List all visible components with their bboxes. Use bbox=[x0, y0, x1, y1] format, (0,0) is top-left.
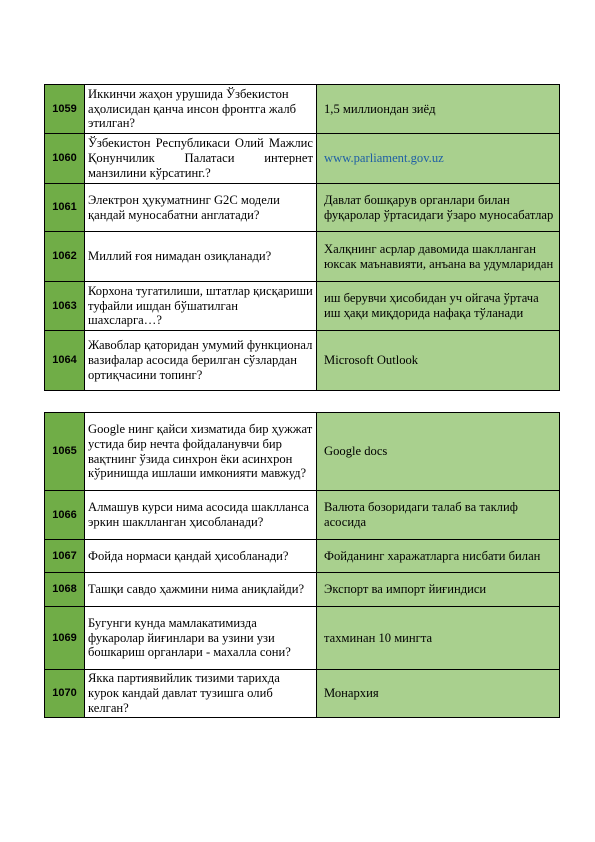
answer-link[interactable]: www.parliament.gov.uz bbox=[317, 134, 560, 184]
table-row bbox=[45, 85, 560, 134]
question-number: 1063 bbox=[45, 282, 85, 331]
answer-text: тахминан 10 мингта bbox=[317, 607, 560, 670]
table-row bbox=[45, 331, 560, 391]
answer-text: Халқнинг асрлар давомида шаклланган юксак маънавияти, анъана ва удумларидан bbox=[317, 232, 560, 282]
answer-text: Фойданинг харажатларга нисбати билан bbox=[317, 540, 560, 573]
question-text: Жавоблар қаторидан умумий функционал вазифалар асосида берилган сўзлардан ортиқчасини топинг? bbox=[85, 331, 317, 391]
table-row bbox=[45, 540, 560, 573]
table-row bbox=[45, 607, 560, 670]
answer-text: Microsoft Outlook bbox=[317, 331, 560, 391]
question-number: 1061 bbox=[45, 184, 85, 232]
answer-text: Монархия bbox=[317, 670, 560, 718]
table-row bbox=[45, 184, 560, 232]
question-text: Бугунги кунда мамлакатимизда фукаролар йиғинлари ва узини узи бошкариш органлари - махалла сони? bbox=[85, 607, 317, 670]
question-text: Якка партиявийлик тизими тарихда курок кандай давлат тузишга олиб келган? bbox=[85, 670, 317, 718]
question-number: 1060 bbox=[45, 134, 85, 184]
question-text: Корхона тугатилиши, штатлар қисқариши туфайли ишдан бўшатилган шахсларга…? bbox=[85, 282, 317, 331]
qa-table-2 bbox=[44, 412, 560, 718]
question-text: Ўзбекистон Республикаси Олий Мажлис Қонунчилик Палатаси интернет манзилини кўрсатинг.? bbox=[85, 134, 317, 184]
question-text: Ташқи савдо ҳажмини нима аниқлайди? bbox=[85, 573, 317, 607]
table-row bbox=[45, 413, 560, 491]
question-number: 1064 bbox=[45, 331, 85, 391]
question-text: Алмашув курси нима асосида шаклланса эркин шаклланган ҳисобланади? bbox=[85, 491, 317, 540]
answer-text: Давлат бошқарув органлари билан фуқаролар ўртасидаги ўзаро муносабатлар bbox=[317, 184, 560, 232]
question-number: 1070 bbox=[45, 670, 85, 718]
question-number: 1062 bbox=[45, 232, 85, 282]
question-text: Фойда нормаси қандай ҳисобланади? bbox=[85, 540, 317, 573]
answer-text: 1,5 миллиондан зиёд bbox=[317, 85, 560, 134]
answer-text: Экспорт ва импорт йиғиндиси bbox=[317, 573, 560, 607]
answer-text: Валюта бозоридаги талаб ва таклиф асосида bbox=[317, 491, 560, 540]
question-text: Иккинчи жаҳон урушида Ўзбекистон аҳолисидан қанча инсон фронтга жалб этилган? bbox=[85, 85, 317, 134]
question-number: 1067 bbox=[45, 540, 85, 573]
table-row bbox=[45, 134, 560, 184]
answer-text: Google docs bbox=[317, 413, 560, 491]
question-text: Миллий ғоя нимадан озиқланади? bbox=[85, 232, 317, 282]
question-number: 1069 bbox=[45, 607, 85, 670]
question-number: 1066 bbox=[45, 491, 85, 540]
question-text: Электрон ҳукуматнинг G2C модели қандай муносабатни англатади? bbox=[85, 184, 317, 232]
question-text: Google нинг қайси хизматида бир ҳужжат устида бир нечта фойдаланувчи бир вақтнинг ўзида синхрон ёки асинхрон кўринишда ишлаши имконияти мавжуд? bbox=[85, 413, 317, 491]
table-row bbox=[45, 282, 560, 331]
table-row bbox=[45, 232, 560, 282]
table-row bbox=[45, 573, 560, 607]
question-number: 1065 bbox=[45, 413, 85, 491]
question-number: 1068 bbox=[45, 573, 85, 607]
qa-table-1 bbox=[44, 84, 560, 391]
table-row bbox=[45, 670, 560, 718]
answer-text: иш берувчи ҳисобидан уч ойгача ўртача иш ҳақи миқдорида нафақа тўланади bbox=[317, 282, 560, 331]
table-row bbox=[45, 491, 560, 540]
question-number: 1059 bbox=[45, 85, 85, 134]
